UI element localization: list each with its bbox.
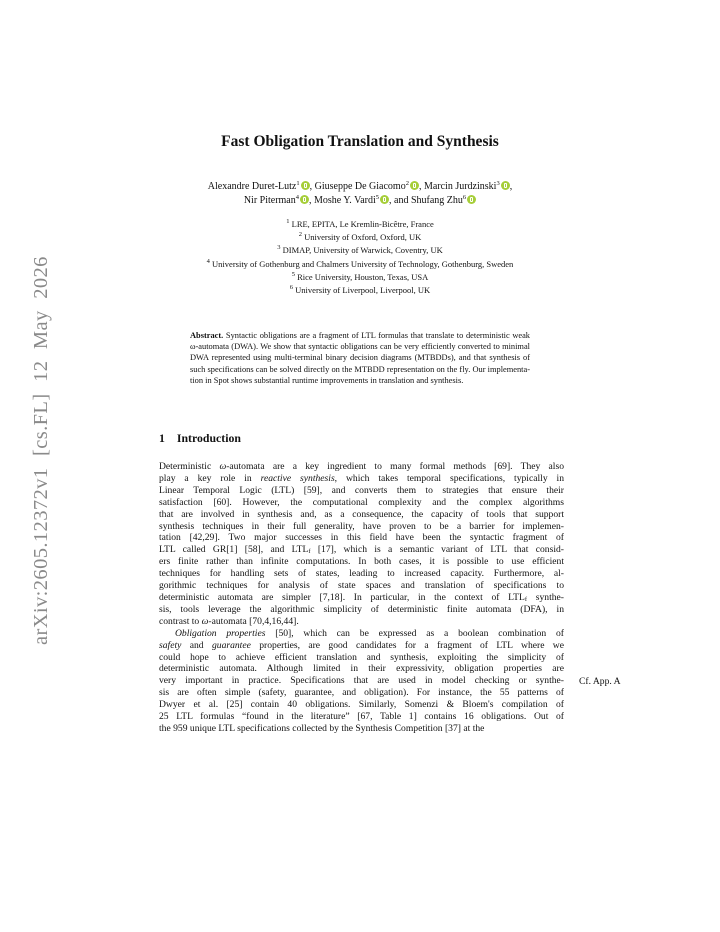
author-separator: , [509, 181, 513, 192]
orcid-icon[interactable] [501, 181, 510, 190]
affiliation-text: LRE, EPITA, Le Kremlin-Bicêtre, France [289, 219, 434, 229]
text-line: techniques for handling sets of states, leading to increased capacity. Furthermore, al- [159, 568, 564, 580]
text-line: 25 LTL formulas “found in the literature” [67, Table 1] contains 16 obligations. Out of [159, 711, 564, 723]
text-line: gorithmic techniques for analysis of state spaces and translation of specifications to [159, 580, 564, 592]
affiliation-mark: 1 [286, 218, 290, 225]
author-affiliation-mark: 1 [296, 180, 300, 187]
author-name: Moshe Y. Vardi [314, 194, 376, 206]
text-line: play a key role in reactive synthesis, which takes temporal specifications, typically in [159, 472, 564, 484]
affiliation-text: University of Gothenburg and Chalmers University of Technology, Gothenburg, Sweden [209, 258, 514, 269]
affiliation-text: Rice University, Houston, Texas, USA [294, 271, 429, 282]
affiliation-mark: 6 [289, 284, 294, 292]
orcid-icon[interactable] [467, 195, 476, 204]
affiliation-text: DIMAP, University of Warwick, Coventry, UK [280, 245, 443, 256]
author-affiliation-mark: 5 [375, 193, 380, 201]
arxiv-identifier: arXiv:2605.12372v1 [cs.FL] 12 May 2026 [30, 256, 52, 645]
author-separator: , [309, 194, 314, 206]
author-name: Nir Piterman [243, 194, 296, 206]
authors-line-1 [0, 180, 720, 194]
affiliation-mark: 5 [291, 270, 295, 278]
author-name: Shufang Zhu [410, 194, 463, 206]
margin-note: Cf. App. A [579, 676, 621, 687]
author-separator: , [309, 181, 315, 192]
text-line: that are involved in synthesis and, as a consequence, the capacity of tools that support [159, 508, 564, 520]
abstract [190, 330, 530, 386]
author-affiliation-mark: 4 [295, 193, 299, 201]
affiliation-mark: 3 [277, 244, 281, 252]
orcid-icon[interactable] [300, 195, 309, 204]
paragraph-1 [159, 461, 564, 628]
text-line: sis, tools leverage the algorithmic simplicity of deterministic finite automata (DFA), in [159, 603, 564, 615]
text-line: tation [42,29]. Two major successes in this field have been the syntactic fragment of [159, 532, 564, 544]
text-line: satisfaction [60]. However, the computational complexity and the complex algorithms [159, 496, 564, 508]
affiliation-text: University of Liverpool, Liverpool, UK [293, 285, 431, 296]
author-separator: , [418, 181, 424, 192]
text-line: synthesis techniques in their full generality, have proven to be a barrier for implemen- [159, 520, 564, 532]
affiliations [0, 218, 720, 297]
affiliation-line [0, 244, 720, 257]
section-heading-introduction [159, 431, 241, 446]
text-line: sis are often simple (safety, guarantee, and obligation). For instance, the 55 patterns of [159, 687, 564, 699]
author-affiliation-mark: 2 [405, 180, 409, 187]
affiliation-text: University of Oxford, Oxford, UK [302, 232, 422, 243]
section-title: Introduction [176, 431, 241, 445]
introduction-body [159, 461, 564, 735]
text-line: the 959 unique LTL specifications collected by the Synthesis Competition [37] at the [159, 722, 485, 734]
text-line: Linear Temporal Logic (LTL) [59], and converts them to strategies that ensure their [159, 484, 564, 496]
orcid-icon[interactable] [380, 195, 389, 204]
author-name: Alexandre Duret-Lutz [207, 181, 297, 192]
abstract-body: Syntactic obligations are a fragment of LTL formulas that translate to deterministic weak ω-automata (DWA). We show that syntactic obligations can be very efficiently converted to minimal DWA represented using multi-terminal binary decision diagrams (MTBDDs), and that synthesis of such specifications can be solved directly on the MTBDD representation on the fly. Our implementa-tion in Spot shows substantial runtime improvements in translation and synthesis. [190, 331, 530, 385]
affiliation-mark: 2 [298, 231, 303, 239]
text-line: ers finite rather than infinite computations. In both cases, it is possible to use efficient [159, 556, 564, 568]
text-line: contrast to ω-automata [70,4,16,44]. [159, 615, 299, 627]
orcid-icon[interactable] [410, 181, 419, 190]
author-affiliation-mark: 6 [462, 193, 467, 201]
text-line: deterministic automata. Although limited in their expressivity, obligation properties are [159, 663, 564, 675]
orcid-icon[interactable] [301, 181, 310, 190]
text-line: Dwyer et al. [25] contain 40 obligations. Similarly, Somenzi & Bloem's compilation of [159, 699, 564, 711]
text-line: LTL called GR[1] [58], and $LTL_f$ [17], which is a semantic variant of LTL that consid- [159, 544, 564, 556]
affiliation-mark: 4 [206, 257, 210, 265]
author-list [0, 180, 720, 207]
affiliation-line [0, 258, 720, 271]
affiliation-line [0, 218, 720, 231]
paragraph-2 [159, 628, 564, 735]
section-number: 1 [159, 431, 165, 445]
author-name: Marcin Jurdzinski [423, 181, 497, 192]
authors-line-2 [0, 194, 720, 208]
text-line: Deterministic ω-automata are a key ingredient to many formal methods [69]. They also [159, 461, 564, 472]
text-line: very important in practice. Specifications that are used in model checking or synthe- [159, 675, 564, 687]
text-line: deterministic automata are simpler [7,18]. In particular, in the context of $LTL_f$ synthe- [159, 591, 564, 603]
affiliation-line [0, 271, 720, 284]
author-name: Giuseppe De Giacomo [314, 181, 406, 192]
author-affiliation-mark: 3 [496, 180, 500, 187]
text-line: could hope to achieve efficient translation and synthesis, exploiting the simplicity of [159, 651, 564, 663]
paper-title: Fast Obligation Translation and Synthesis [221, 133, 499, 150]
text-line: Obligation properties [50], which can be expressed as a boolean combination of [175, 627, 564, 639]
author-separator: , and [389, 194, 411, 206]
affiliation-line [0, 284, 720, 297]
text-line: safety and guarantee properties, are good candidates for a fragment of LTL where we [159, 639, 564, 651]
affiliation-line [0, 231, 720, 244]
abstract-label: Abstract. [190, 331, 224, 340]
